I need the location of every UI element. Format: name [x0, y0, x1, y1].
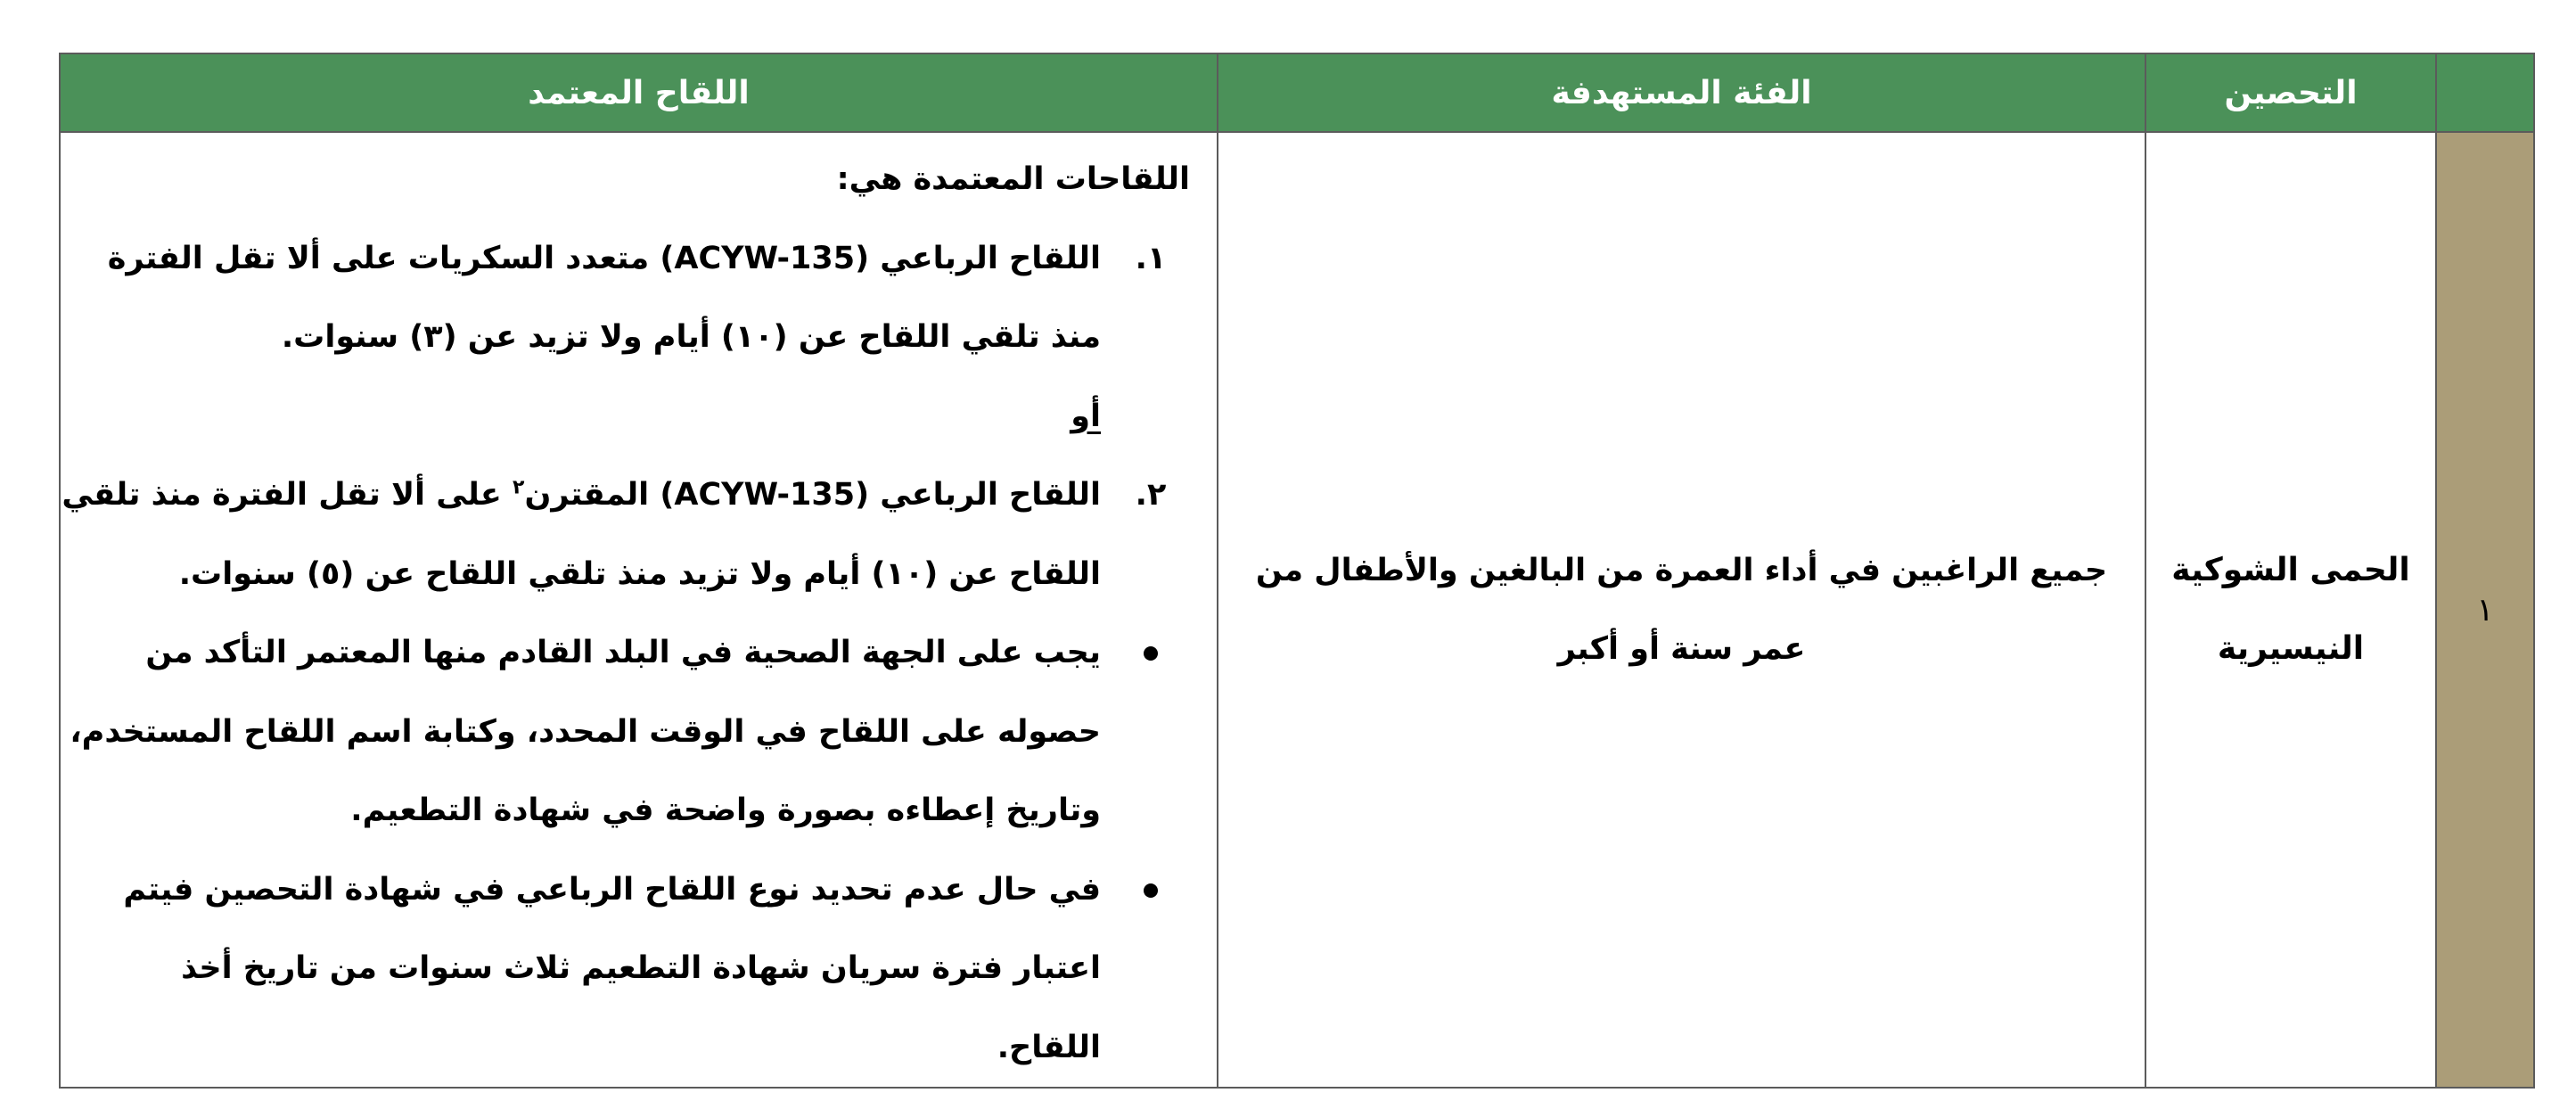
vaccination-table [59, 53, 2535, 1089]
vaccination-cell [2145, 132, 2436, 1088]
or-separator: أو [1071, 398, 1101, 434]
header-vaccination: التحصين [2145, 53, 2436, 132]
bullet-item-1 [70, 613, 1190, 850]
approved-heading: اللقاحات المعتمدة هي: [836, 161, 1190, 197]
approved-vaccine-cell [60, 132, 1218, 1088]
item-number-marker: ٢. [1135, 477, 1167, 513]
bullet-line: اللقاح. [997, 1029, 1101, 1065]
item-line: اللقاح الرباعي (ACYW-135) متعدد السكريات على ألا تقل الفترة [107, 240, 1101, 276]
bullet-line: في حال عدم تحديد نوع اللقاح الرباعي في شهادة التحصين فيتم [123, 871, 1101, 908]
target-group-line: جميع الراغبين في أداء العمرة من البالغين والأطفال من [1255, 553, 2108, 588]
header-target-group: الفئة المستهدفة [1218, 53, 2145, 132]
item-line: اللقاح عن (١٠) أيام ولا تزيد منذ تلقي اللقاح عن (٥) سنوات. [178, 555, 1101, 592]
table-row [60, 132, 2534, 1088]
vaccination-line: الحمى الشوكية [2171, 552, 2410, 588]
numbered-item-1 [80, 219, 1190, 377]
bullet-icon [1124, 850, 1177, 930]
row-number: ١ [2436, 132, 2534, 1088]
footnote-marker: ٢ [513, 476, 525, 499]
target-group-line: عمر سنة أو أكبر [1557, 631, 1806, 667]
vaccination-line: النيسيرية [2217, 630, 2365, 667]
bullet-line: يجب على الجهة الصحية في البلد القادم منها المعتمر التأكد من [145, 635, 1101, 670]
bullet-line: حصوله على اللقاح في الوقت المحدد، وكتابة اسم اللقاح المستخدم، [70, 713, 1101, 750]
item-text: على ألا تقل الفترة منذ تلقي [62, 477, 513, 513]
bullet-line: اعتبار فترة سريان شهادة التطعيم ثلاث سنوات من تاريخ أخذ [181, 950, 1101, 986]
bullet-line: وتاريخ إعطاءه بصورة واضحة في شهادة التطعيم. [350, 793, 1101, 828]
header-approved-vaccine: اللقاح المعتمد [60, 53, 1218, 132]
bullet-icon [1124, 613, 1177, 693]
bullet-item-2 [80, 850, 1190, 1088]
item-line: منذ تلقي اللقاح عن (١٠) أيام ولا تزيد عن (٣) سنوات. [281, 319, 1101, 355]
header-number [2436, 53, 2534, 132]
item-number-marker: ١. [1135, 240, 1167, 276]
target-group-cell [1218, 132, 2145, 1088]
table-header-row [60, 53, 2534, 132]
numbered-item-2 [62, 456, 1190, 613]
item-line [62, 456, 1101, 535]
item-text: اللقاح الرباعي (ACYW-135) المقترن [524, 477, 1101, 513]
